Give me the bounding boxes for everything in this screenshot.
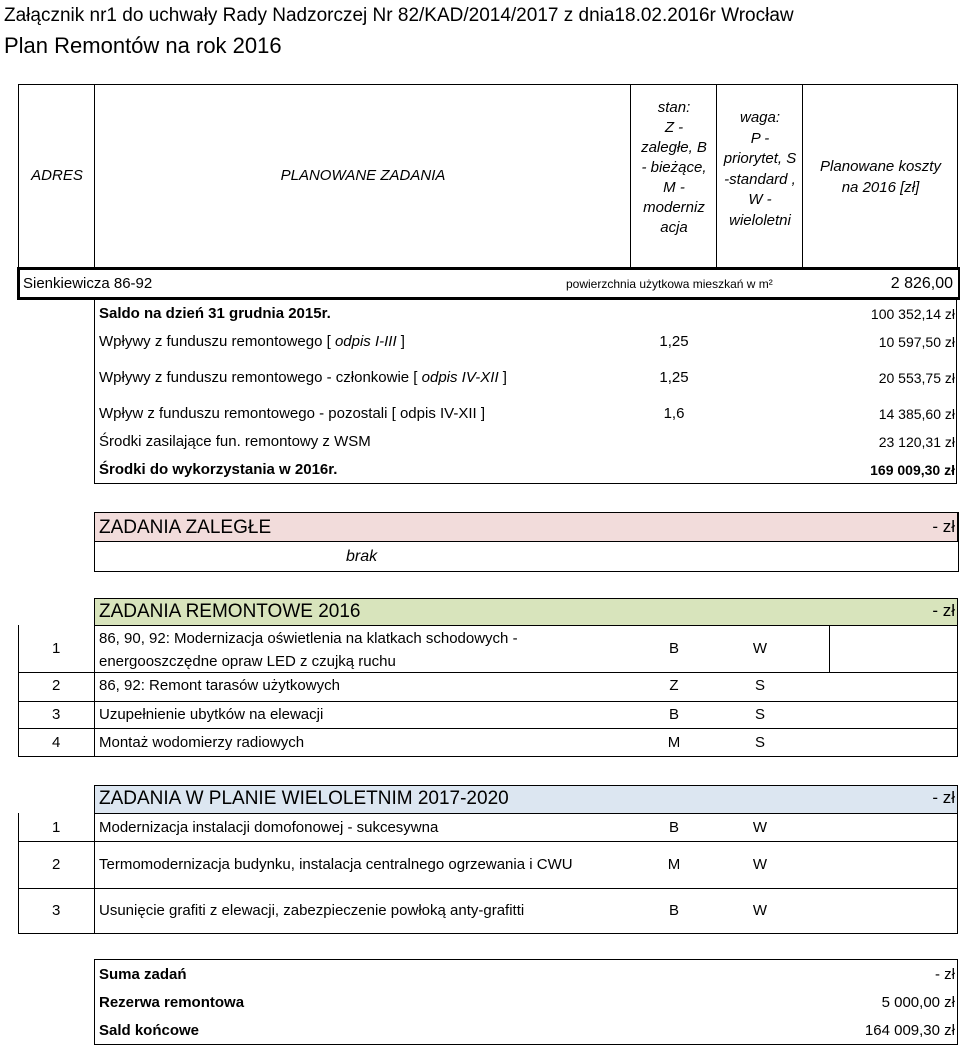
saldo-koncowe-value: 164 009,30 zł bbox=[864, 1022, 955, 1039]
fund-row-3-rate: 1,6 bbox=[663, 405, 685, 422]
column-header-adres: ADRES bbox=[31, 167, 83, 184]
plan-description: Termomodernizacja budynku, instalacja centralnego ogrzewania i CWU bbox=[99, 856, 573, 873]
task-stan: Z bbox=[669, 677, 679, 694]
task-description: Uzupełnienie ubytków na elewacji bbox=[99, 706, 324, 723]
fund-row-1-value: 10 597,50 zł bbox=[878, 334, 955, 350]
zalegle-title: ZADANIA ZALEGŁE bbox=[99, 517, 272, 538]
task-description: 86, 90, 92: Modernizacja oświetlenia na klatkach schodowych - bbox=[99, 630, 518, 647]
task-waga: S bbox=[754, 734, 765, 751]
remontowe-value: - zł bbox=[932, 601, 955, 620]
wieloletni-value: - zł bbox=[932, 788, 955, 807]
saldo-koncowe-label: Sald końcowe bbox=[99, 1022, 200, 1039]
task-description: 86, 92: Remont tarasów użytkowych bbox=[99, 677, 340, 694]
fund-row-4-value: 23 120,31 zł bbox=[878, 434, 955, 450]
plan-waga: W bbox=[752, 856, 768, 873]
task-stan: M bbox=[667, 734, 681, 751]
area-value: 2 826,00 bbox=[890, 275, 953, 292]
plan-description: Usunięcie grafiti z elewacji, zabezpieczenie powłoką anty-grafitti bbox=[99, 902, 525, 919]
task-waga: S bbox=[754, 677, 765, 694]
plan-stan: B bbox=[668, 819, 679, 836]
task-number: 1 bbox=[52, 640, 61, 657]
suma-value: - zł bbox=[935, 966, 955, 983]
plan-stan: M bbox=[667, 856, 681, 873]
fund-row-3-label: Wpływ z funduszu remontowego - pozostali [ odpis IV-XII ] bbox=[99, 405, 486, 422]
task-waga: S bbox=[754, 706, 765, 723]
task-stan: B bbox=[668, 640, 679, 657]
task-number: 2 bbox=[52, 677, 61, 694]
fund-row-4-label: Środki zasilające fun. remontowy z WSM bbox=[99, 433, 371, 450]
area-label: powierzchnia użytkowa mieszkań w m² bbox=[566, 277, 773, 291]
plan-description: Modernizacja instalacji domofonowej - sukcesywna bbox=[99, 819, 439, 836]
column-header-koszty: Planowane koszty na 2016 [zł] bbox=[820, 158, 941, 196]
plan-number: 1 bbox=[52, 819, 61, 836]
column-header-stan: stan: Z - zaległe, B - bieżące, M - moderniz acja bbox=[641, 99, 707, 236]
available-funds-value: 169 009,30 zł bbox=[870, 462, 955, 478]
task-waga: W bbox=[752, 640, 768, 657]
address-label: Sienkiewicza 86-92 bbox=[23, 275, 153, 292]
fund-row-2-label: Wpływy z funduszu remontowego - członkowie [ odpis IV-XII ] bbox=[99, 369, 507, 386]
wieloletni-title: ZADANIA W PLANIE WIELOLETNIM 2017-2020 bbox=[99, 788, 509, 809]
suma-label: Suma zadań bbox=[99, 966, 187, 983]
finance-block bbox=[94, 298, 957, 484]
task-description: energooszczędne opraw LED z czujką ruchu bbox=[99, 653, 396, 670]
available-funds-label: Środki do wykorzystania w 2016r. bbox=[99, 461, 338, 478]
zalegle-value: - zł bbox=[932, 517, 955, 536]
task-description: Montaż wodomierzy radiowych bbox=[99, 734, 305, 751]
fund-row-2-rate: 1,25 bbox=[659, 369, 689, 386]
fund-row-3-value: 14 385,60 zł bbox=[878, 406, 955, 422]
plan-waga: W bbox=[752, 819, 768, 836]
fund-row-1-rate: 1,25 bbox=[659, 333, 689, 350]
page-title: Plan Remontów na rok 2016 bbox=[4, 33, 282, 58]
column-header-zadania: PLANOWANE ZADANIA bbox=[280, 167, 446, 184]
column-header-waga: waga: P - priorytet, S -standard , W - wieloletni bbox=[723, 109, 797, 229]
zalegle-note: brak bbox=[346, 548, 378, 565]
saldo-label: Saldo na dzień 31 grudnia 2015r. bbox=[99, 305, 331, 322]
plan-waga: W bbox=[752, 902, 768, 919]
remontowe-title: ZADANIA REMONTOWE 2016 bbox=[99, 601, 361, 622]
task-stan: B bbox=[668, 706, 679, 723]
plan-number: 2 bbox=[52, 856, 61, 873]
task-number: 4 bbox=[52, 734, 61, 751]
fund-row-2-value: 20 553,75 zł bbox=[878, 370, 955, 386]
rezerwa-value: 5 000,00 zł bbox=[881, 994, 955, 1011]
rezerwa-label: Rezerwa remontowa bbox=[99, 994, 245, 1011]
plan-stan: B bbox=[668, 902, 679, 919]
saldo-value: 100 352,14 zł bbox=[870, 306, 955, 322]
plan-number: 3 bbox=[52, 902, 61, 919]
fund-row-1-label: Wpływy z funduszu remontowego [ odpis I-III ] bbox=[99, 333, 405, 350]
task-number: 3 bbox=[52, 706, 61, 723]
header-line: Załącznik nr1 do uchwały Rady Nadzorczej Nr 82/KAD/2014/2017 z dnia18.02.2016r Wrocław bbox=[4, 5, 794, 26]
